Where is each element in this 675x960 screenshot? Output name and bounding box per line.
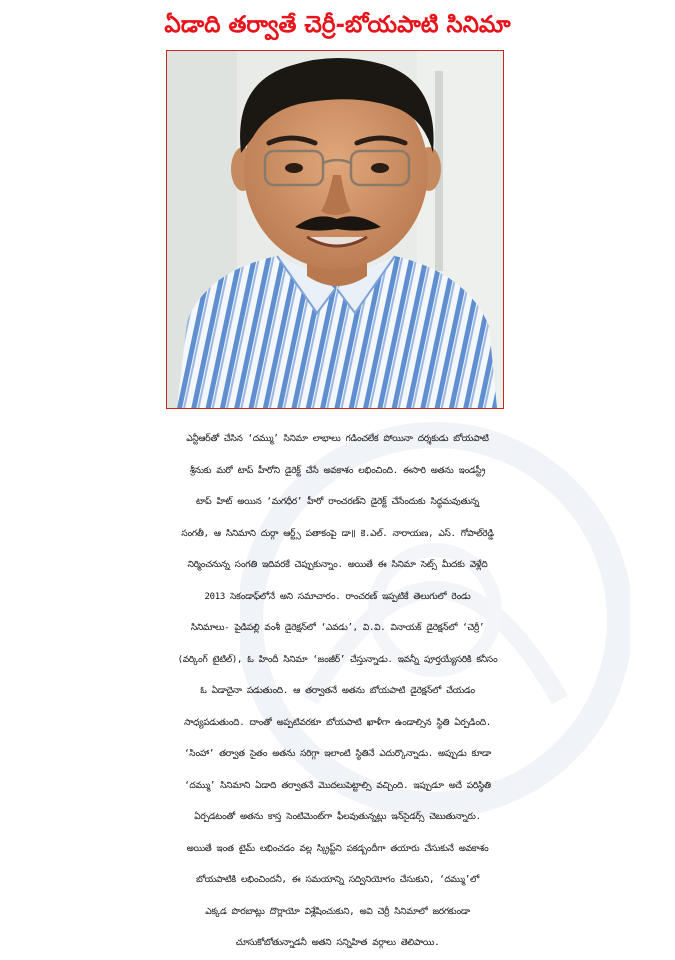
article-line: సంగతీ, ఆ సినిమాని దుర్గా ఆర్ట్స్ పతాకంపై డా॥ కె.ఎల్. నారాయణ, ఎస్. గోపాల్‌రెడ్డి [181,528,494,539]
article-line: 2013 సెకండాఫ్‌లోనే అని సమాచారం. రాంచరణ్ ఇప్పటికే తెలుగులో రెండు [204,591,471,602]
article-line: అయితే ఇంత టైమ్ లభించడం వల్ల స్క్రిప్ట్‌ని పకడ్బందీగా తయారు చేసుకునే అవకాశం [186,843,489,854]
article-line: ‘సింహా’ తర్వాత సైతం అతను సరిగ్గా ఇలాంటి స్థితినే ఎదుర్కొన్నాడు. అప్పుడు కూడా [184,749,491,759]
article-line: (వర్కింగ్ టైటిల్), ఓ హిందీ సినిమా ‘జంజీర్’ చేస్తున్నాడు. ఇవన్నీ పూర్తయ్యేసరికి కనీసం [177,654,498,665]
article-line: బోయపాటికి లభించిందనీ, ఈ సమయాన్ని సద్వినియోగం చేసుకుని, ‘దమ్ము’లో [196,875,479,885]
article-line: శ్రీనుకు మరో టాప్ హీరోని డైరెక్ట్ చేసే అవకాశం లభించింది. ఈసారి అతను ఇండస్ట్రీ [189,465,486,476]
article-line: టాప్ హిట్ అయిన ‘మగధీర’ హీరో రాంచరణ్‌ని డైరెక్ట్ చేసేందుకు సిద్ధమవుతున్న [196,497,479,507]
article-line: నిర్మించనున్న సంగతి ఇదివరకే చెప్పుకున్నాం. అయితే ఈ సినిమా సెట్స్ మీదకు వెళ్లేది [187,560,488,570]
article-body [0,424,675,960]
article-line: చూసుకోబోతున్నాడనీ అతని సన్నిహిత వర్గాలు తెలిపాయి. [235,938,440,948]
article-line: సాధ్యపడుతుంది. దాంతో అప్పటివరకూ బోయపాటి ఖాళీగా ఉండాల్సిన స్థితి ఏర్పడింది. [184,717,491,728]
article-line: ఏర్పడటంతో అతను కాస్త సెంటిమెంట్‌గా ఫీలవుతున్నట్లు ఇన్‌సైడర్స్ చెబుతున్నారు. [194,812,481,822]
article-line: ‘దమ్ము’ సినిమాని ఏడాది తర్వాతనే మొదలుపెట్టాల్సి వచ్చింది. ఇప్పుడూ అదే పరిస్థితి [184,780,491,791]
article-line: ఓ ఏడాదైనా పడుతుంది. ఆ తర్వాతనే అతను బోయపాటి డైరెక్షన్‌లో చేయడం [200,686,475,696]
article-line: సినిమాలు- పైడిపల్లి వంశీ డైరెక్షన్‌లో ‘ఎవడు’, వి.వి. వినాయక్ డైరెక్షన్‌లో ‘చెర్రీ’ [190,623,485,633]
article-line: ఎక్కడ పొరబాట్లు దొర్లాయో విశ్లేషించుకుని, అవి చెర్రీ సినిమాలో జరగకుండా [205,906,470,917]
article-line: ఎన్టీఆర్‌తో చేసిన ‘దమ్ము’ సినిమా లాభాలు గడించలేక పోయినా దర్శకుడు బోయపాటి [186,434,489,444]
headline: ఏడాది తర్వాతే చెర్రీ-బోయపాటి సినిమా [164,12,511,38]
director-photo [166,50,504,409]
